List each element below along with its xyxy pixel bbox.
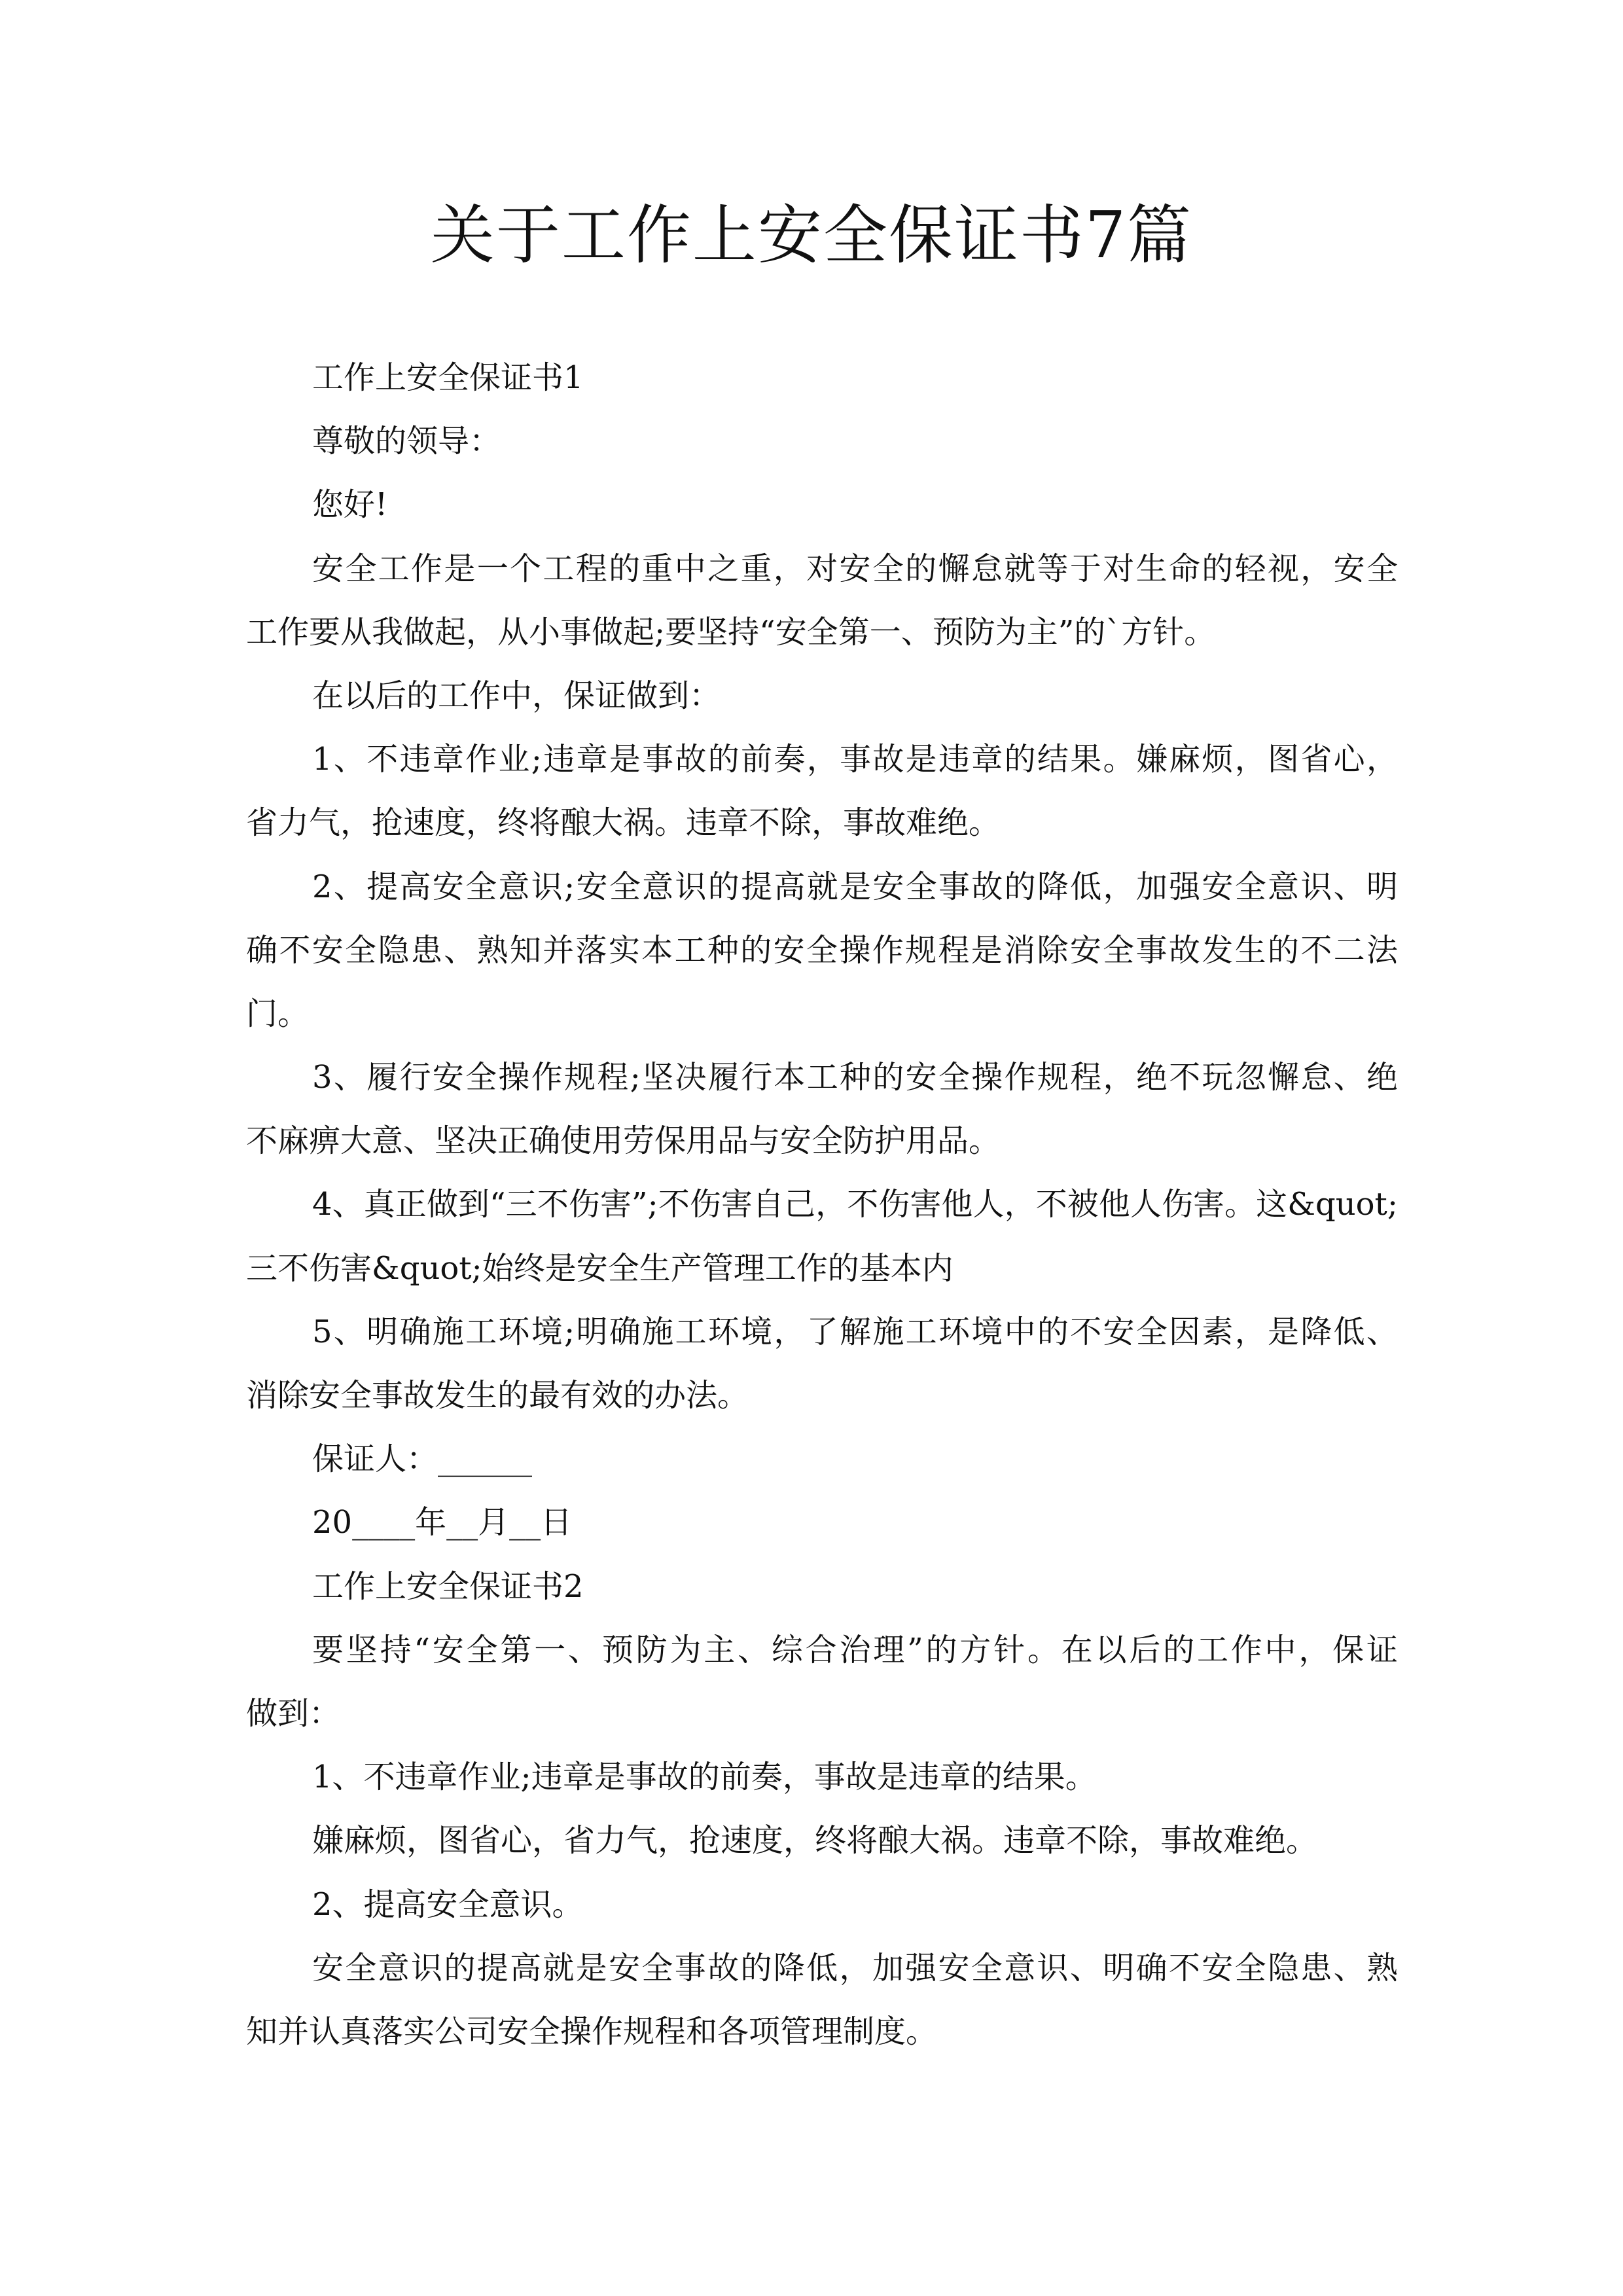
paragraph-line: 门。 bbox=[246, 995, 310, 1032]
greeting: 您好! bbox=[312, 486, 388, 524]
paragraph-line: 确不安全隐患、熟知并落实本工种的安全操作规程是消除安全事故发生的不二法 bbox=[246, 931, 1398, 969]
paragraph-line: 2、提高安全意识;安全意识的提高就是安全事故的降低，加强安全意识、明 bbox=[312, 868, 1398, 905]
paragraph-line: 知并认真落实公司安全操作规程和各项管理制度。 bbox=[246, 2013, 938, 2050]
paragraph-line: 三不伤害&quot;始终是安全生产管理工作的基本内 bbox=[246, 1249, 954, 1287]
paragraph-line: 省力气，抢速度，终将酿大祸。违章不除，事故难绝。 bbox=[246, 804, 1001, 842]
paragraph-line: 安全工作是一个工程的重中之重，对安全的懈怠就等于对生命的轻视，安全 bbox=[312, 550, 1398, 587]
paragraph-line: 做到： bbox=[246, 1695, 341, 1732]
paragraph-line: 在以后的工作中，保证做到： bbox=[312, 677, 721, 714]
paragraph-line: 5、明确施工环境;明确施工环境，了解施工环境中的不安全因素，是降低、 bbox=[312, 1313, 1398, 1350]
section-heading: 工作上安全保证书1 bbox=[312, 359, 584, 396]
document-title: 关于工作上安全保证书7篇 bbox=[430, 198, 1193, 273]
paragraph-line: 工作要从我做起，从小事做起;要坚持“安全第一、预防为主”的`方针。 bbox=[246, 613, 1216, 651]
document-body bbox=[246, 346, 1398, 2064]
paragraph-line: 1、不违章作业;违章是事故的前奏，事故是违章的结果。嫌麻烦，图省心， bbox=[312, 741, 1398, 778]
paragraph-line: 安全意识的提高就是安全事故的降低，加强安全意识、明确不安全隐患、熟 bbox=[312, 1949, 1398, 1986]
section-heading: 工作上安全保证书2 bbox=[312, 1568, 584, 1605]
paragraph-line: 消除安全事故发生的最有效的办法。 bbox=[246, 1377, 749, 1414]
date-line: 20____年__月__日 bbox=[312, 1504, 573, 1541]
paragraph-line: 4、真正做到“三不伤害”;不伤害自己，不伤害他人，不被他人伤害。这&quot; bbox=[312, 1186, 1398, 1223]
paragraph-line: 不麻痹大意、坚决正确使用劳保用品与安全防护用品。 bbox=[246, 1122, 1001, 1160]
paragraph-line: 2、提高安全意识。 bbox=[312, 1886, 584, 1923]
salutation: 尊敬的领导： bbox=[312, 423, 501, 460]
paragraph-line: 嫌麻烦，图省心，省力气，抢速度，终将酿大祸。违章不除，事故难绝。 bbox=[312, 1822, 1318, 1859]
guarantor-signature-line: 保证人：______ bbox=[312, 1441, 533, 1478]
paragraph-line: 1、不违章作业;违章是事故的前奏，事故是违章的结果。 bbox=[312, 1759, 1097, 1796]
paragraph-line: 要坚持“安全第一、预防为主、综合治理”的方针。在以后的工作中，保证 bbox=[312, 1631, 1398, 1668]
paragraph-line: 3、履行安全操作规程;坚决履行本工种的安全操作规程，绝不玩忽懈怠、绝 bbox=[312, 1059, 1398, 1096]
